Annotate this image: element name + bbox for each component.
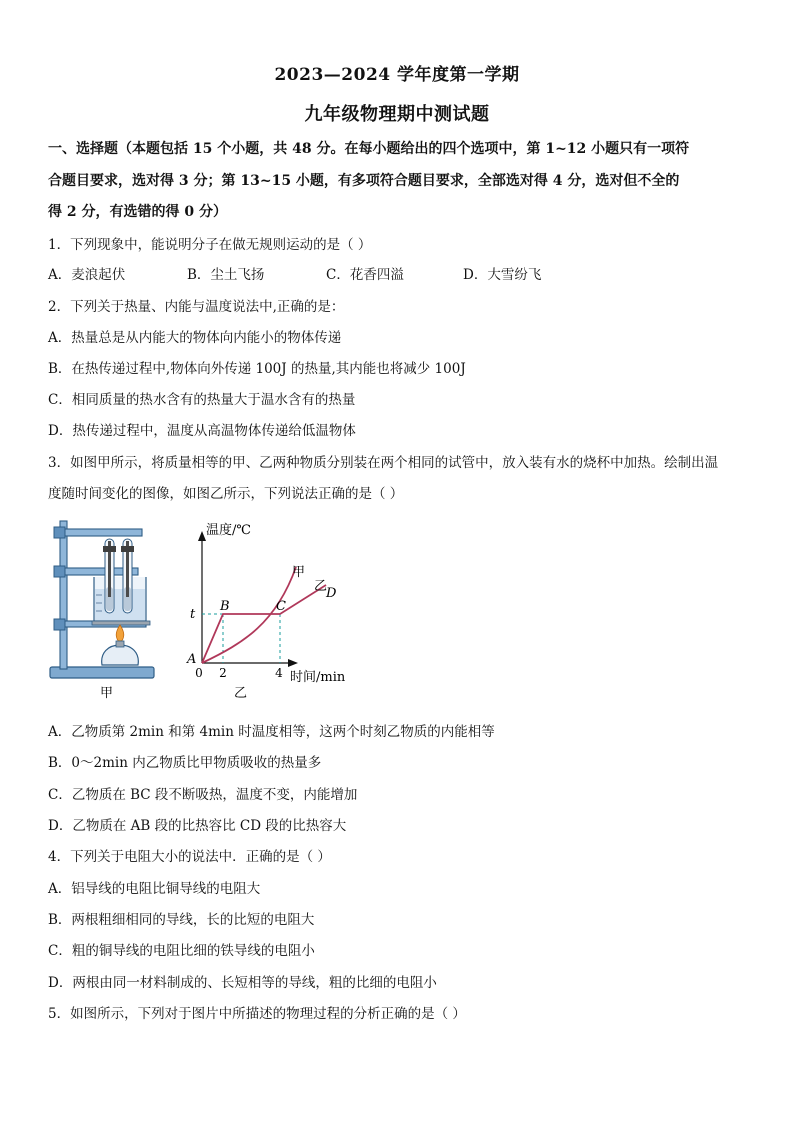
clamp-knob-top [54,527,65,538]
temperature-time-graph [186,522,346,701]
question-2-stem: 2．下列关于热量、内能与温度说法中,正确的是： [48,299,345,315]
graph-point-b: B [220,599,230,614]
section-instructions-line-1: 一、选择题（本题包括 15 个小题，共 48 分。在每小题给出的四个选项中，第 1~12 小题只有一项符 [48,141,690,157]
graph-origin-label: 0 [195,666,203,680]
wire-gauze [92,621,150,625]
question-2-option-b: B．在热传递过程中,物体向外传递 100J 的热量,其内能也将减少 100J [48,361,466,377]
question-4-option-c: C．粗的铜导线的电阻比细的铁导线的电阻小 [48,943,315,959]
graph-caption: 乙 [234,686,248,701]
question-3-stem-line-2: 度随时间变化的图像，如图乙所示，下列说法正确的是（ ） [48,486,404,502]
question-3-option-d: D．乙物质在 AB 段的比热容比 CD 段的比热容大 [48,818,347,834]
lamp-wick-holder [116,641,124,647]
question-1-stem: 1．下列现象中，能说明分子在做无规则运动的是（ ） [48,237,372,253]
clamp-knob-middle [54,566,65,577]
question-1-option-a: A．麦浪起伏 [48,267,126,283]
heating-apparatus-illustration [50,521,154,701]
question-1-option-d: D．大雪纷飞 [463,267,542,283]
graph-x-tick-4: 4 [275,666,283,680]
curve-jia [202,567,296,663]
section-instructions-line-3: 得 2 分，有选错的得 0 分） [48,204,227,220]
question-3-option-a: A．乙物质第 2min 和第 4min 时温度相等，这两个时刻乙物质的内能相等 [48,724,495,740]
apparatus-caption: 甲 [100,686,114,701]
graph-x-axis-arrow [288,659,298,667]
question-3-option-b: B．0～2min 内乙物质比甲物质吸收的热量多 [48,755,322,771]
question-1-options [48,263,748,283]
question-4-option-d: D．两根由同一材料制成的、长短相等的导线，粗的比细的电阻小 [48,975,437,991]
graph-y-axis-label: 温度/℃ [206,523,251,538]
curve-yi [202,585,326,663]
question-3-figure-svg [44,515,374,705]
graph-point-a: A [187,652,197,667]
graph-point-c: C [276,599,286,614]
graph-x-tick-2: 2 [219,666,227,680]
question-3-option-c: C．乙物质在 BC 段不断吸热，温度不变，内能增加 [48,787,358,803]
question-2-option-d: D．热传递过程中，温度从高温物体传递给低温物体 [48,423,356,439]
question-2-option-c: C．相同质量的热水含有的热量大于温水含有的热量 [48,392,356,408]
graph-t-label: t [190,607,196,622]
question-4-option-a: A．铝导线的电阻比铜导线的电阻大 [48,881,261,897]
question-1-option-c: C．花香四溢 [326,267,404,283]
beaker-water [95,589,145,620]
question-5-stem: 5．如图所示，下列对于图片中所描述的物理过程的分析正确的是（ ） [48,1006,466,1022]
question-4-option-b: B．两根粗细相同的导线，长的比短的电阻大 [48,912,315,928]
clamp-arm-top [56,529,142,536]
graph-point-d: D [326,586,337,601]
exam-title: 2023—2024 学年度第一学期 [274,65,520,85]
question-4-stem: 4．下列关于电阻大小的说法中．正确的是（ ） [48,849,331,865]
graph-x-axis-label: 时间/min [290,670,346,685]
exam-subtitle: 九年级物理期中测试题 [304,104,490,125]
graph-y-axis-arrow [198,531,206,541]
section-instructions-line-2: 合题目要求，选对得 3 分；第 13~15 小题，有多项符合题目要求，全部选对得 4 分，选对但不全的 [48,173,680,189]
stopper-right [121,546,134,552]
stand-rod [60,521,67,669]
question-2-option-a: A．热量总是从内能大的物体向内能小的物体传递 [48,330,342,346]
graph-curve-label-yi: 乙 [314,579,328,594]
flame [116,625,124,643]
stopper-left [103,546,116,552]
graph-curve-label-jia: 甲 [292,565,306,580]
alcohol-lamp [102,645,139,665]
question-1-option-b: B．尘土飞扬 [187,267,265,283]
question-3-figure [44,515,374,709]
clamp-knob-ring [54,619,65,630]
question-3-stem-line-1: 3．如图甲所示，将质量相等的甲、乙两种物质分别装在两个相同的试管中，放入装有水的烧杯中加热。绘制出温 [48,455,719,471]
